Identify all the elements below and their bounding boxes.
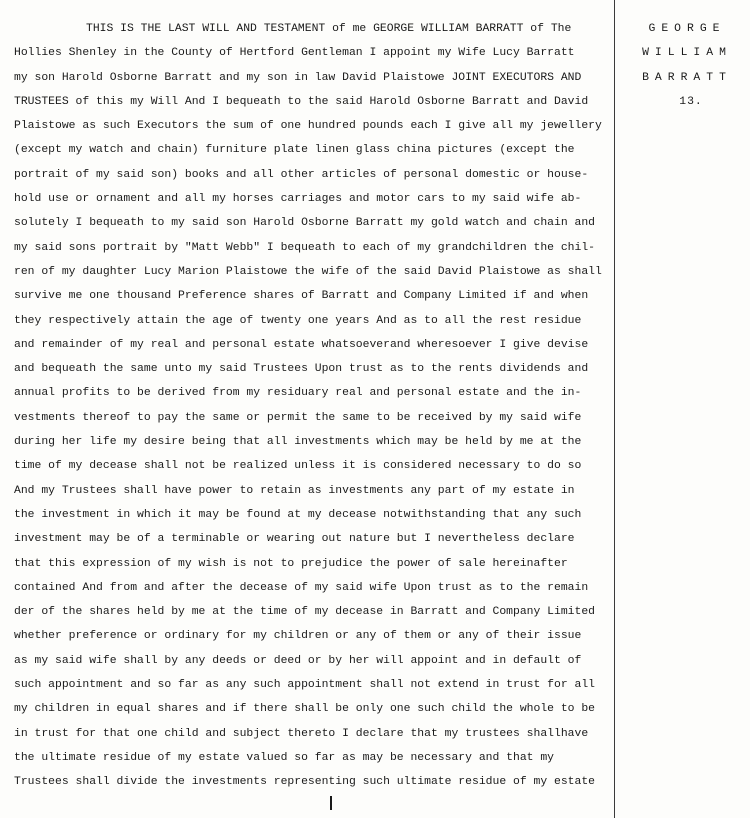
will-line: der of the shares held by me at the time of my decease in Barratt and Company Limited (14, 606, 596, 619)
will-line: and bequeath the same unto my said Trustees Upon trust as to the rents dividends and (14, 363, 589, 376)
will-line: the ultimate residue of my estate valued so far as may be necessary and that my (14, 751, 555, 764)
will-line: Hollies Shenley in the County of Hertford Gentleman I appoint my Wife Lucy Barratt (14, 47, 575, 60)
will-line: hold use or ornament and all my horses carriages and motor cars to my said wife ab- (14, 193, 582, 206)
margin-middle-name: WILLIAM (642, 47, 732, 60)
will-line: THIS IS THE LAST WILL AND TESTAMENT of me GEORGE WILLIAM BARRATT of The (86, 23, 572, 35)
will-line: TRUSTEES of this my Will And I bequeath to the said Harold Osborne Barratt and David (14, 95, 589, 108)
will-line: investment may be of a terminable or wearing out nature but I nevertheless declare (14, 533, 575, 546)
margin-first-name: GEORGE (648, 23, 726, 35)
will-line: ren of my daughter Lucy Marion Plaistowe the wife of the said David Plaistowe as shall (14, 265, 602, 278)
will-line: the investment in which it may be found at my decease notwithstanding that any such (14, 508, 582, 521)
will-line: (except my watch and chain) furniture plate linen glass china pictures (except the (14, 144, 575, 157)
will-line: they respectively attain the age of twenty one years And as to all the rest residue (14, 314, 582, 327)
margin-name-note (624, 17, 744, 114)
will-line: solutely I bequeath to my said son Harold Osborne Barratt my gold watch and chain and (14, 217, 596, 230)
will-line: whether preference or ordinary for my children or any of them or any of their issue (14, 630, 582, 643)
will-line: during her life my desire being that all investments which may be held by me at the (14, 436, 582, 449)
will-line: Trustees shall divide the investments representing such ultimate residue of my estate (14, 776, 596, 789)
will-line: my said sons portrait by "Matt Webb" I bequeath to each of my grandchildren the chil- (14, 241, 596, 254)
will-line: portrait of my said son) books and all other articles of personal domestic or house- (14, 168, 589, 181)
will-line: survive me one thousand Preference shares of Barratt and Company Limited if and when (14, 290, 589, 303)
margin-surname: BARRATT (642, 71, 732, 84)
will-line: that this expression of my wish is not to prejudice the power of sale hereinafter (14, 557, 568, 570)
page-mark (330, 796, 332, 810)
will-line: my son Harold Osborne Barratt and my son in law David Plaistowe JOINT EXECUTORS AND (14, 71, 582, 84)
will-line: as my said wife shall by any deeds or deed or by her will appoint and in default of (14, 654, 582, 667)
will-line: and remainder of my real and personal estate whatsoeverand wheresoever I give devise (14, 338, 589, 351)
will-line: annual profits to be derived from my residuary real and personal estate and the in- (14, 387, 582, 400)
margin-entry-number: 13. (679, 95, 703, 108)
will-line: vestments thereof to pay the same or permit the same to be received by my said wife (14, 411, 582, 424)
will-line: in trust for that one child and subject thereto I declare that my trustees shallhave (14, 727, 589, 740)
will-body (14, 17, 634, 795)
will-line: contained And from and after the decease of my said wife Upon trust as to the remain (14, 581, 589, 594)
will-line: such appointment and so far as any such appointment shall not extend in trust for all (14, 679, 596, 692)
will-line: And my Trustees shall have power to retain as investments any part of my estate in (14, 484, 575, 497)
will-line: time of my decease shall not be realized unless it is considered necessary to do so (14, 460, 582, 473)
will-line: my children in equal shares and if there shall be only one such child the whole to be (14, 703, 596, 716)
will-line: Plaistowe as such Executors the sum of one hundred pounds each I give all my jewellery (14, 120, 602, 133)
